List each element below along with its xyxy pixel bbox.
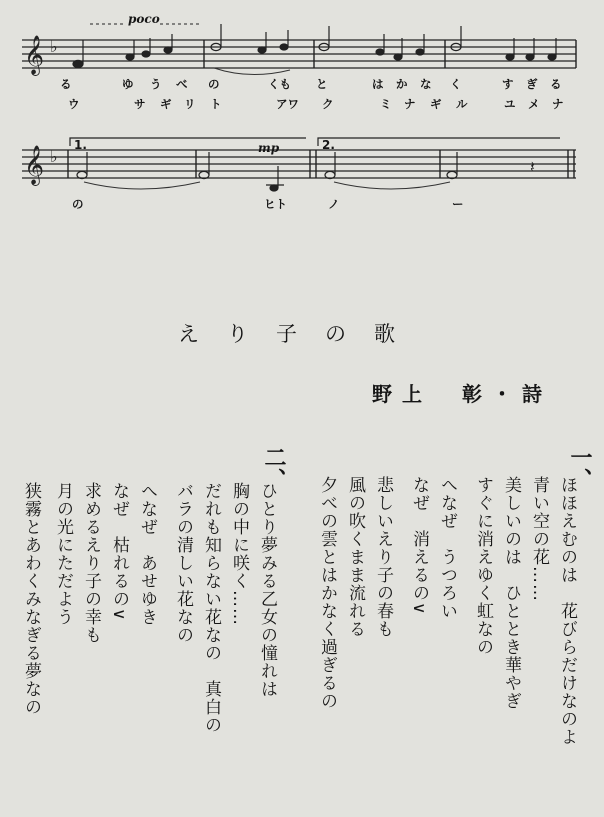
staff-system-1 bbox=[22, 24, 576, 76]
lyric-syllable: ク bbox=[322, 97, 334, 111]
song-title: えり子の歌 bbox=[178, 322, 423, 346]
lyric-syllable: サ bbox=[134, 97, 146, 111]
lyric-syllable: の bbox=[208, 77, 220, 91]
lyric-syllable: る bbox=[60, 77, 72, 91]
dynamic-mark: mp bbox=[258, 141, 280, 155]
verse-1-line: ほほえむのは 花びらだけなのよ bbox=[557, 476, 577, 746]
lyric-syllable: う bbox=[150, 77, 162, 91]
lyric-syllable: ト bbox=[210, 97, 222, 111]
lyric-syllable: リ bbox=[184, 97, 196, 111]
lyrics-lower-row bbox=[0, 96, 604, 112]
lyric-syllable: と bbox=[316, 77, 328, 91]
flat-icon: ♭ bbox=[50, 37, 58, 56]
rest-icon: 𝄽 bbox=[530, 157, 535, 176]
verse-2-line: だれも知らない花なの 真白の bbox=[201, 482, 221, 734]
lyric-syllable: ナ bbox=[552, 97, 564, 111]
lyric-syllable: な bbox=[420, 77, 432, 91]
lyric-syllable: くも bbox=[268, 77, 291, 91]
verse-2-line: 狭霧とあわくみなぎる夢なの bbox=[21, 482, 41, 716]
verse-1-line: 美しいのは ひととき華やぎ bbox=[501, 476, 521, 710]
verse-1-line: すぐに消えゆく虹なの bbox=[473, 476, 493, 656]
verse-1-line: なぜ 消えるの∨ bbox=[409, 476, 429, 616]
lyric-syllable: メ bbox=[528, 97, 540, 111]
lyric-syllable: る bbox=[550, 77, 562, 91]
verse-2-number: 二、 bbox=[261, 446, 286, 490]
lyric-syllable: は bbox=[372, 77, 384, 91]
verse-1-line: 悲しいえり子の春も bbox=[373, 476, 393, 638]
verse-2-line: へなぜ あせゆき bbox=[137, 482, 157, 626]
verse-1-line: 夕べの雲とはかなく過ぎるの bbox=[317, 476, 337, 710]
lyric-syllable: の bbox=[72, 197, 84, 211]
lyric-syllable: ウ bbox=[68, 97, 80, 111]
flat-icon: ♭ bbox=[50, 147, 58, 166]
lyric-syllable: す bbox=[502, 77, 514, 91]
lyric-syllable: アワ bbox=[276, 97, 299, 111]
staff-system-2 bbox=[22, 138, 576, 191]
lyric-syllable: ぎ bbox=[526, 77, 538, 91]
lyric-syllable: べ bbox=[176, 77, 188, 91]
verse-2-line: 求めるえり子の幸も bbox=[81, 482, 101, 644]
tempo-mark: poco bbox=[128, 12, 160, 26]
lyric-syllable: ゆ bbox=[122, 77, 134, 91]
verse-2-line: なぜ 枯れるの∨ bbox=[109, 482, 129, 622]
verse-2-line: ひとり夢みる乙女の憧れは bbox=[257, 482, 277, 698]
lyric-syllable: ナ bbox=[404, 97, 416, 111]
lyric-syllable: ミ bbox=[380, 97, 392, 111]
lyrics-system-2-row bbox=[0, 196, 604, 212]
lyric-syllable: ー bbox=[452, 197, 464, 211]
lyric-syllable: ユ bbox=[504, 97, 516, 111]
lyric-syllable: ノ bbox=[328, 197, 340, 211]
lyric-syllable: ル bbox=[456, 97, 468, 111]
lyric-syllable: か bbox=[396, 77, 408, 91]
lyric-syllable: ヒト bbox=[264, 197, 287, 211]
verse-1-line: へなぜ うつろい bbox=[437, 476, 457, 620]
lyric-syllable: ギ bbox=[430, 97, 442, 111]
volta-2-label: 2. bbox=[322, 138, 335, 152]
verse-1-line: 青い空の花…… bbox=[529, 476, 549, 602]
verse-1-line: 風の吹くまま流れる bbox=[345, 476, 365, 638]
lyric-syllable: ギ bbox=[160, 97, 172, 111]
treble-clef-icon: 𝄞 bbox=[24, 145, 45, 185]
verse-2-line: 胸の中に咲く…… bbox=[229, 482, 249, 626]
verse-2-line: バラの清しい花なの bbox=[173, 482, 193, 644]
verse-2-line: 月の光にただよう bbox=[53, 482, 73, 626]
volta-1-label: 1. bbox=[74, 138, 87, 152]
lyric-syllable: く bbox=[450, 77, 462, 91]
lyricist-credit: 野上 彰・詩 bbox=[372, 382, 552, 406]
lyrics-upper-row bbox=[0, 76, 604, 92]
tempo-dashes bbox=[90, 20, 200, 28]
verse-1-number: 一、 bbox=[567, 446, 592, 490]
treble-clef-icon: 𝄞 bbox=[24, 35, 45, 75]
